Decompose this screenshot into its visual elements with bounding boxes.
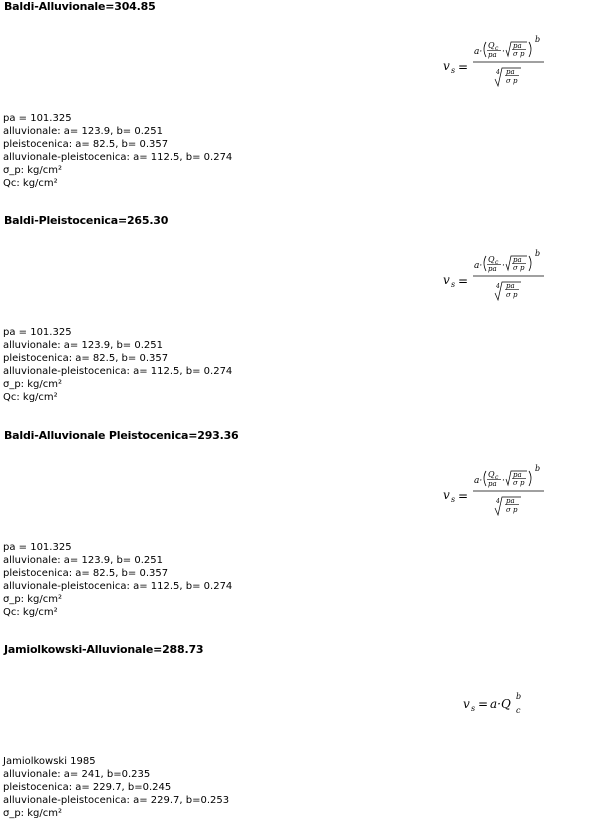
section-notes	[3, 326, 232, 404]
section-notes	[3, 541, 232, 619]
section-title: Baldi-Alluvionale Pleistocenica=293.36	[4, 429, 239, 442]
note-line: pa = 101.325	[3, 542, 72, 553]
svg-text:σ p: σ p	[513, 50, 525, 58]
section-title: Jamiolkowski-Alluvionale=288.73	[4, 643, 204, 656]
svg-text:pa: pa	[506, 68, 515, 76]
svg-text:pa: pa	[488, 51, 497, 59]
svg-text:b: b	[535, 249, 541, 258]
note-line: Qc: kg/cm²	[3, 178, 58, 189]
svg-text:4: 4	[496, 498, 500, 505]
note-line: alluvionale: a= 123.9, b= 0.251	[3, 340, 163, 351]
note-line: pleistocenica: a= 82.5, b= 0.357	[3, 353, 169, 364]
note-line: pa = 101.325	[3, 113, 72, 124]
svg-text:pa: pa	[506, 282, 515, 290]
svg-text:v: v	[463, 697, 470, 711]
svg-text:pa: pa	[488, 480, 497, 488]
note-line: alluvionale-pleistocenica: a= 112.5, b= 0.274	[3, 581, 233, 592]
svg-text:·: ·	[502, 261, 505, 271]
formula-baldi	[440, 34, 552, 92]
svg-text:c: c	[516, 706, 521, 715]
note-line: alluvionale-pleistocenica: a= 112.5, b= 0.274	[3, 152, 233, 163]
formula-jamiolkowski	[460, 689, 540, 717]
svg-text:c: c	[495, 259, 499, 266]
note-line: alluvionale-pleistocenica: a= 229.7, b=0.253	[3, 795, 230, 806]
note-line: alluvionale: a= 241, b=0.235	[3, 769, 151, 780]
svg-text:·: ·	[502, 47, 505, 57]
section-title: Baldi-Alluvionale=304.85	[4, 0, 156, 13]
svg-text:b: b	[516, 692, 522, 701]
svg-text:s: s	[451, 66, 456, 75]
svg-text:v: v	[443, 488, 450, 502]
svg-text:b: b	[535, 35, 541, 44]
note-line: pleistocenica: a= 82.5, b= 0.357	[3, 568, 169, 579]
svg-text:·: ·	[502, 476, 505, 486]
section-title: Baldi-Pleistocenica=265.30	[4, 214, 169, 227]
svg-text:c: c	[495, 474, 499, 481]
svg-text:σ p: σ p	[506, 77, 518, 85]
note-line: σ_p: kg/cm²	[3, 808, 62, 819]
svg-text:4: 4	[496, 69, 500, 76]
svg-text:Q: Q	[488, 255, 495, 264]
svg-text:4: 4	[496, 283, 500, 290]
svg-text:pa: pa	[506, 497, 515, 505]
section-jamiolkowski-alluvionale	[0, 643, 605, 821]
svg-text:Q: Q	[488, 470, 495, 479]
note-line: alluvionale-pleistocenica: a= 112.5, b= 0.274	[3, 366, 233, 377]
svg-text:s: s	[471, 704, 476, 713]
section-baldi-alluvionale-pleistocenica	[0, 429, 605, 634]
formula-baldi	[440, 463, 552, 521]
svg-text:c: c	[495, 45, 499, 52]
svg-text:v: v	[443, 273, 450, 287]
note-line: Qc: kg/cm²	[3, 392, 58, 403]
section-baldi-pleistocenica	[0, 214, 605, 419]
svg-text:a·: a·	[474, 47, 483, 57]
svg-text:v: v	[443, 59, 450, 73]
note-line: Jamiolkowski 1985	[3, 756, 96, 767]
note-line: pa = 101.325	[3, 327, 72, 338]
svg-text:pa: pa	[513, 42, 522, 50]
note-line: pleistocenica: a= 229.7, b=0.245	[3, 782, 172, 793]
note-line: Qc: kg/cm²	[3, 607, 58, 618]
svg-text:s: s	[451, 495, 456, 504]
section-baldi-alluvionale	[0, 0, 605, 205]
svg-text:pa: pa	[513, 256, 522, 264]
note-line: σ_p: kg/cm²	[3, 165, 62, 176]
note-line: alluvionale: a= 123.9, b= 0.251	[3, 555, 163, 566]
formula-baldi	[440, 248, 552, 306]
svg-text:pa: pa	[488, 265, 497, 273]
note-line: alluvionale: a= 123.9, b= 0.251	[3, 126, 163, 137]
svg-text:a·Q: a·Q	[490, 697, 511, 711]
svg-text:σ p: σ p	[506, 291, 518, 299]
svg-text:=: =	[478, 697, 489, 711]
svg-text:a·: a·	[474, 476, 483, 486]
svg-text:pa: pa	[513, 471, 522, 479]
svg-text:=: =	[458, 60, 469, 74]
svg-text:s: s	[451, 280, 456, 289]
section-notes	[3, 112, 232, 190]
svg-text:σ p: σ p	[513, 264, 525, 272]
svg-text:Q: Q	[488, 41, 495, 50]
svg-text:b: b	[535, 464, 541, 473]
svg-text:a·: a·	[474, 261, 483, 271]
svg-text:=: =	[458, 489, 469, 503]
note-line: pleistocenica: a= 82.5, b= 0.357	[3, 139, 169, 150]
svg-text:=: =	[458, 274, 469, 288]
svg-text:σ p: σ p	[513, 479, 525, 487]
section-notes	[3, 755, 229, 820]
svg-text:σ p: σ p	[506, 506, 518, 514]
note-line: σ_p: kg/cm²	[3, 379, 62, 390]
note-line: σ_p: kg/cm²	[3, 594, 62, 605]
